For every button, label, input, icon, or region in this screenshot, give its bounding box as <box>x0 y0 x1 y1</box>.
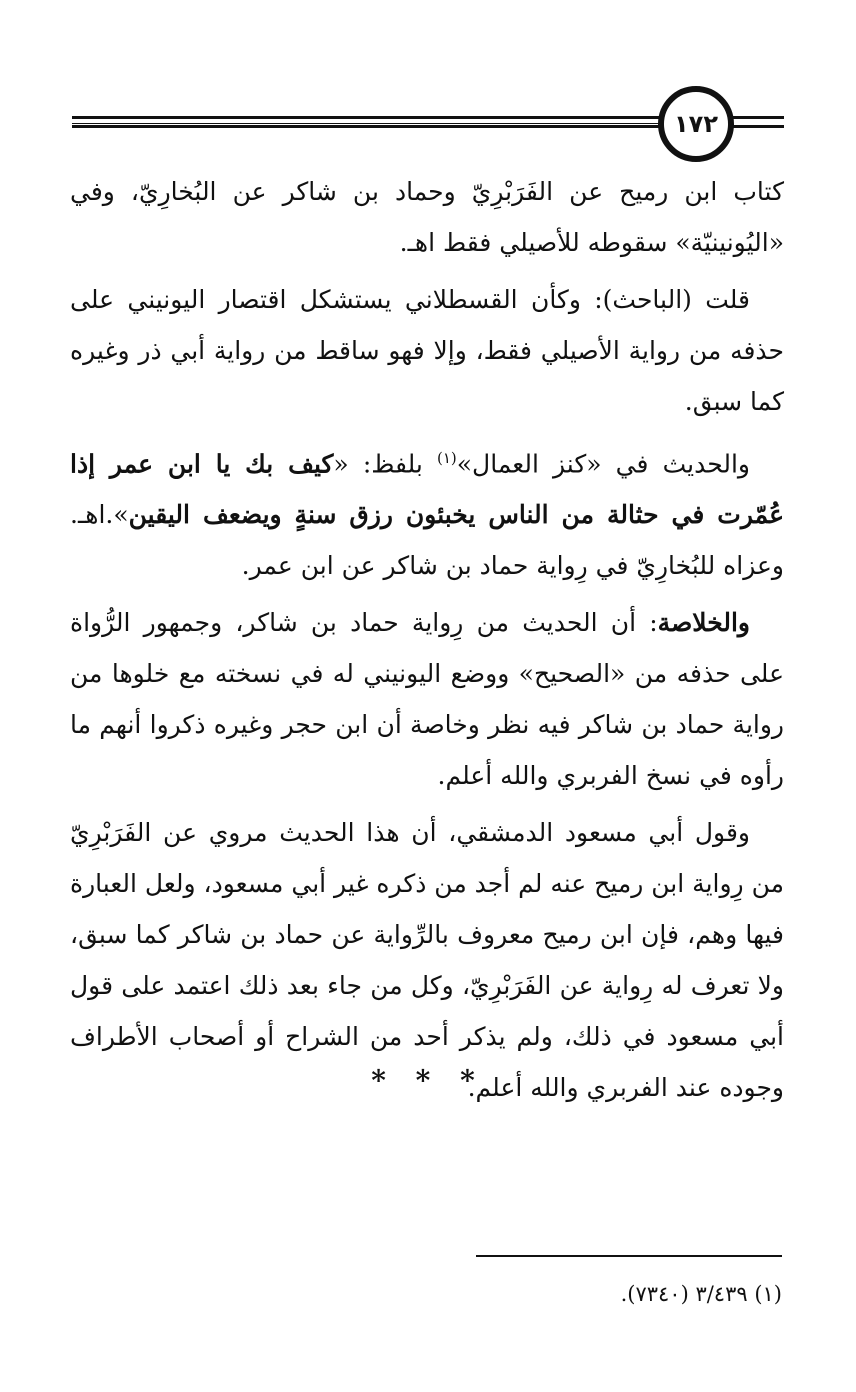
text-segment: كتاب ابن رميح عن الفَرَبْرِيّ وحماد بن شاكر عن البُخارِيّ، وفي «اليُونينيّة» سقوطه للأصيلي فقط اهـ. <box>70 177 784 257</box>
footnote: (١) ٣/٤٣٩ (٧٣٤٠). <box>620 1282 782 1306</box>
bold-text: والخلاصة <box>657 608 750 638</box>
paragraph <box>70 166 784 268</box>
section-separator: * * * <box>371 1064 485 1097</box>
page-header <box>72 86 784 166</box>
text-segment: قلت (الباحث): وكأن القسطلاني يستشكل اقتصار اليونيني على حذفه من رواية الأصيلي فقط، وإلا فهو ساقط من رواية أبي ذر وغيره كما سبق. <box>70 285 784 416</box>
text-segment: والحديث في «كنز العمال» <box>456 449 750 479</box>
text-segment: وقول أبي مسعود الدمشقي، أن هذا الحديث مروي عن الفَرَبْرِيّ من رِواية ابن رميح عنه لم أجد من ذكره غير أبي مسعود، ولعل العبارة فيها وهم، فإن ابن رميح معروف بالرِّواية عن حماد بن شاكر كما سبق، ولا تعرف له رِواية عن الفَرَبْرِيّ، وكل من جاء بعد ذلك اعتمد على قول أبي مسعود في ذلك، ولم يذكر أحد من الشراح أو أصحاب الأطراف وجوده عند الفربري والله أعلم. <box>70 818 784 1103</box>
footnote-rule <box>476 1255 782 1257</box>
page-number: ١٧٢ <box>674 110 718 138</box>
header-rule-inner <box>72 123 662 124</box>
page-number-ring <box>658 86 734 162</box>
paragraph <box>70 433 784 591</box>
paragraph <box>70 274 784 427</box>
body-text <box>70 166 784 1119</box>
paragraph <box>70 597 784 801</box>
header-rule-left <box>72 116 662 128</box>
text-segment: بلفظ: « <box>333 449 437 479</box>
footnote-marker: (١) <box>436 449 457 467</box>
bold-text: كيف بك يا ابن عمر إذا عُمّرت في حثالة من الناس يخبئون رزق سنةٍ ويضعف اليقين <box>70 449 784 530</box>
text-segment: ».اهـ. وعزاه للبُخارِيّ في رِواية حماد بن شاكر عن ابن عمر. <box>70 500 784 581</box>
header-rule-right <box>732 116 784 128</box>
text-segment: : أن الحديث من رِواية حماد بن شاكر، وجمهور الرُّواة على حذفه من «الصحيح» ووضع اليونيني له في نسخته مع خلوها من رواية حماد بن شاكر فيه نظر وخاصة أن ابن حجر وغيره ذكروا أنهم ما رأوه في نسخ الفربري والله أعلم. <box>70 608 784 791</box>
